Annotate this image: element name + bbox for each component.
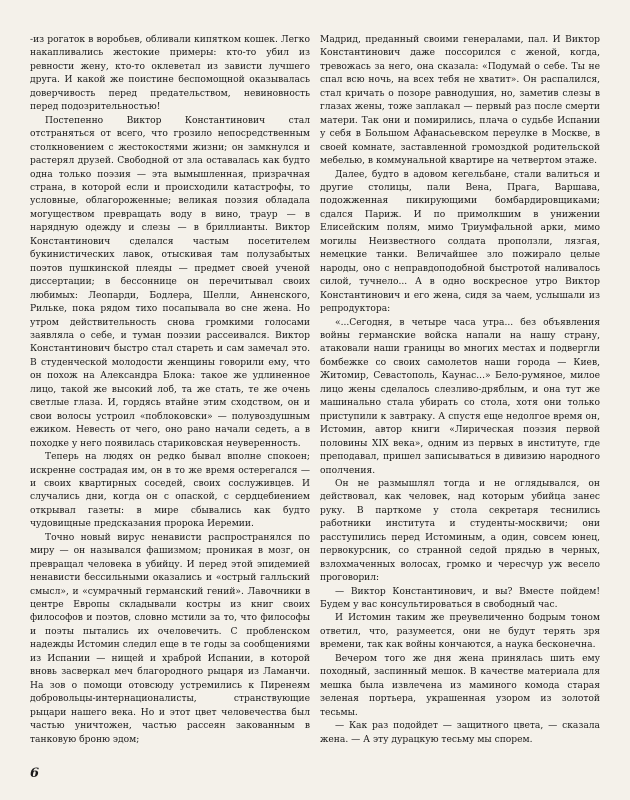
paragraph: Он не размышлял тогда и не оглядывался, он действовал, как человек, над которым убийца занес руку. В парткоме у стола секретаря теснились работники института и студенты-москвичи; они расступились перед Истоминым, а один, совсем юнец, первокурсник, со странной седой прядью в черных, взлохмаченных волосах, громко и чересчур уж весело проговорил: (320, 478, 600, 584)
right-column (320, 34, 600, 747)
paragraph: Теперь на людях он редко бывал вполне спокоен; искренне сострадая им, он в то же время остерегался — и своих квартирных соседей, своих сослуживцев. И случались дни, когда он с опаской, с сердцебиением открывал газеты: в мире сбывались как будто чудовищные предсказания пророка Иеремии. (30, 452, 310, 530)
page-number: 6 (30, 766, 40, 781)
paragraph: Мадрид, преданный своими генералами, пал. И Виктор Константинович даже поссорился с женой, когда, тревожась за него, она сказала: «Подумай о себе. Ты не спал всю ночь, на всех тебя не хватит». Он распалился, стал кричать о позоре равнодушия, но, заметив слезы в глазах жены, тоже заплакал — первый раз после смерти матери. Так они и помирились, плача о судьбе Испании у себя в Большом Афанасьевском переулке в Москве, в своей комнате, заставленной громоздкой родительской мебелью, в коммунальной квартире на четвертом этаже. (320, 35, 600, 167)
paragraph: — Виктор Константинович, и вы? Вместе пойдем! Будем у вас консультироваться в свободный час. (320, 586, 600, 611)
paragraph: Вечером того же дня жена принялась шить ему походный, заспинный мешок. В качестве материала для мешка была извлечена из маминого комода старая зеленая портьера, украшенная узором из золотой тесьмы. (320, 653, 600, 718)
paragraph: «...Сегодня, в четыре часа утра... без объявления войны германские войска напали на нашу страну, атаковали наши границы во многих местах и подвергли бомбежке со своих самолетов наши города — Киев, Житомир, Севастополь, Каунас...» Бело-румяное, милое лицо жены сделалось слезливо-дряблым, и она тут же машинально стала убирать со стола, хотя они только приступили к завтраку. А спустя еще недолгое время он, Истомин, автор книги «Лирическая поэзия первой половины XIX века», одним из первых в институте, где преподавал, пришел записываться в дивизию народного ополчения. (320, 317, 600, 476)
paragraph: -из рогаток в воробьев, обливали кипятком кошек. Легко накапливались жестокие примеры: кто-то убил из ревности жену, кто-то оклеветал из зависти лучшего друга. И какой же поистине беспомощной оказывалась доверчивость перед предательством, невиновность перед подозрительностью! (30, 35, 310, 113)
left-column (30, 34, 310, 747)
paragraph: Точно новый вирус ненависти распространялся по миру — он назывался фашизмом; проникая в мозг, он превращал человека в убийцу. И перед этой эпидемией ненависти бессильными оказались и «острый галльский смысл», и «сумрачный германский гений». Лавочники в центре Европы складывали костры из книг своих философов и поэтов, словно мстили за то, что философы и поэты пытались их очеловечить. С пробленском надежды Истомин следил еще в те годы за сообщениями из Испании — нищей и храброй Испании, в которой вновь засверкал меч благородного рыцаря из Ламанчи. На зов о помощи отовсюду устремились к Пиренеям добровольцы-интернационалисты, странствующие рыцари нашего века. Но и этот цвет человечества был частью уничтожен, частью рассеян закованным в танковую броню эдом; (30, 532, 310, 745)
paragraph: Постепенно Виктор Константинович стал отстраняться от всего, что грозило непосредственным столкновением с жестокостями жизни; он замкнулся и растерял друзей. Свободной от зла оставалась как будто одна только поэзия — эта вымышленная, призрачная страна, в которой если и происходили катастрофы, то условные, облагороженные; великая поэзия обладала могуществом превращать воду в вино, траур — в нарядную одежду и слезы — в бриллианты. Виктор Константинович сделался частым посетителем букинистических лавок, отыскивая там полузабытых поэтов пушкинской плеяды — предмет своей ученой диссертации; в бессоннице он перечитывал своих любимых: Леопарди, Бодлера, Шелли, Анненского, Рильке, пока рядом тихо посапывала во сне жена. Но утром действительность снова громкими голосами заявляла о себе, и туман поэзии рассеивался. Виктор Константинович быстро стал стареть и сам замечал это. В студенческой молодости женщины говорили ему, что он похож на Александра Блока: такое же удлиненное лицо, такой же высокий лоб, та же стать, те же очень светлые глаза. И, гордясь втайне этим сходством, он и свои волосы устроил «поблоковски» — полувоздушным ежиком. Невесть от чего, оно рано начали седеть, а в походке у него появилась стариковская неуверенность. (30, 115, 310, 449)
paragraph: — Как раз подойдет — защитного цвета, — сказала жена. — А эту дурацкую тесьму мы спорем. (320, 721, 600, 745)
paragraph: Далее, будто в адовом кегельбане, стали валиться и другие столицы, пали Вена, Прага, Варшава, подожженная пикирующими бомбардировщиками; сдался Париж. И по примолкшим в унижении Елисейским полям, мимо Триумфальной арки, мимо могилы Неизвестного солдата проползли, лязгая, немецкие танки. Величайшее зло пожирало целые народы, оно с неправдоподобной быстротой наливалось силой, тучнело... А в одно воскресное утро Виктор Константинович и его жена, сидя за чаем, услышали из репродуктора: (320, 169, 600, 315)
paragraph: И Истомин таким же преувеличенно бодрым тоном ответил, что, разумеется, они не будут терять зря времени, так как войны кончаются, а наука бесконечна. (320, 613, 600, 651)
